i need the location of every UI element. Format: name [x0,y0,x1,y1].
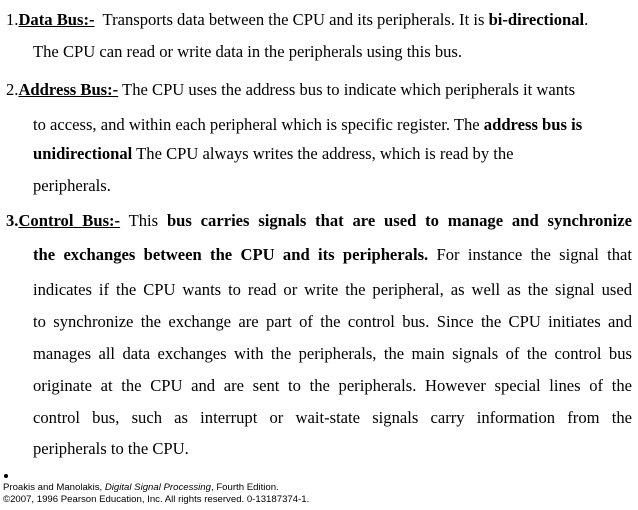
data-bus-line-2: The CPU can read or write data in the peripherals using this bus. [33,42,463,61]
address-bus-text: The CPU uses the address bus to indicate which peripherals it wants [118,80,576,99]
control-bus-line-5: manages all data exchanges with the peripherals, the main signals of the control bus [33,344,632,363]
data-bus-period: . [584,10,589,29]
footer-edition: , Fourth Edition. [210,482,279,493]
address-bus-line-2 [33,115,582,135]
address-bus-number: 2. [6,80,19,99]
control-bus-line-1 [6,211,632,231]
control-bus-bold-1: bus carries signals that are used to manage and synchronize [166,211,632,230]
control-bus-heading: Control Bus:- [18,211,121,230]
control-bus-line-6: originate at the CPU and are sent to the peripherals. However special lines of the [33,376,632,395]
data-bus-line-1 [6,10,588,30]
address-bus-line-4: peripherals. [33,176,111,195]
footer-citation-line-1 [3,482,279,494]
address-bus-text-3: The CPU always writes the address, which is read by the [132,144,514,163]
footer-copyright: ©2007, 1996 Pearson Education, Inc. All rights reserved. 0-13187374-1. [3,494,310,505]
address-bus-term: address bus is [483,115,583,134]
control-bus-number: 3. [6,211,19,230]
control-bus-text-1: This [120,211,167,230]
address-bus-heading: Address Bus:- [18,80,119,99]
footer-bullet-icon [4,474,8,478]
address-bus-text-2: to access, and within each peripheral which is specific register. The [33,115,484,134]
control-bus-line-4: to synchronize the exchange are part of the control bus. Since the CPU initiates and [33,312,632,331]
control-bus-bold-2: the exchanges between the CPU and its peripherals. [33,245,429,264]
control-bus-line-3: indicates if the CPU wants to read or write the peripheral, as well as the signal used [33,280,632,299]
control-bus-line-7: control bus, such as interrupt or wait-state signals carry information from the [33,408,632,427]
control-bus-line-8: peripherals to the CPU. [33,439,189,458]
footer-book-title: Digital Signal Processing [104,482,211,493]
footer-authors: Proakis and Manolakis, [3,482,105,493]
address-bus-line-1 [6,80,575,100]
control-bus-line-2 [33,245,632,265]
data-bus-text: Transports data between the CPU and its peripherals. It is [94,10,489,29]
address-bus-line-3 [33,144,514,164]
unidirectional-term: unidirectional [33,144,133,163]
data-bus-heading: Data Bus:- [18,10,95,29]
data-bus-number: 1. [6,10,19,29]
control-bus-text-2: For instance the signal that [428,245,633,264]
bi-directional-term: bi-directional [488,10,585,29]
